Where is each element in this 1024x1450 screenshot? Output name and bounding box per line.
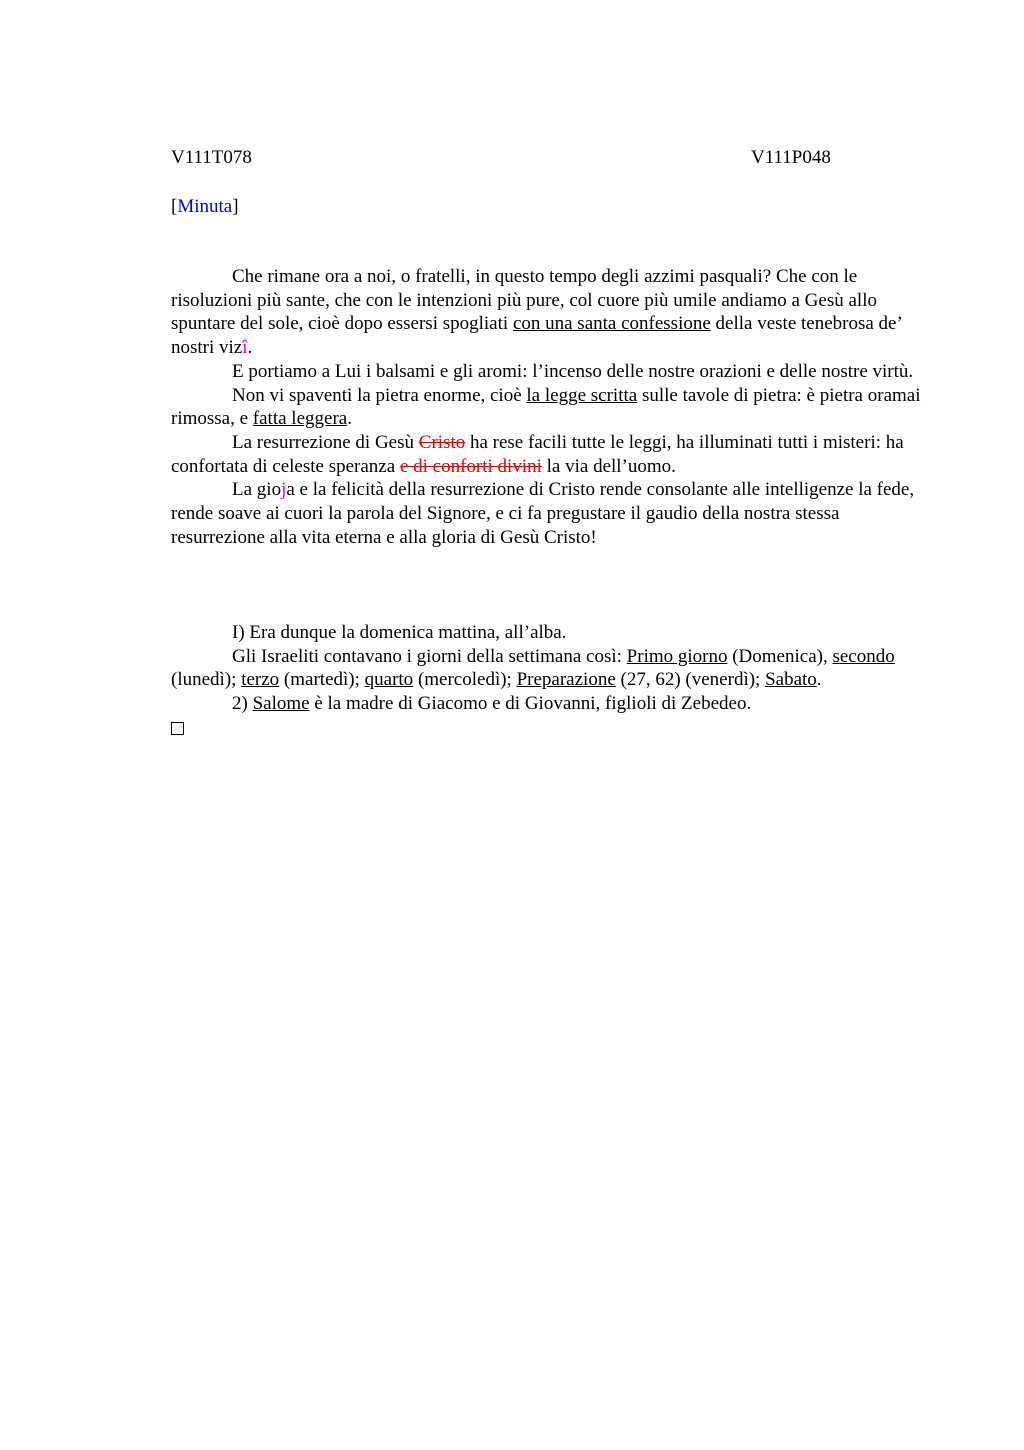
text-segment: . — [247, 337, 253, 359]
underlined-phrase: fatta leggera — [252, 408, 348, 430]
editorial-correction: j — [281, 479, 287, 501]
text-segment: la via dell’uomo. — [541, 455, 676, 477]
underlined-phrase: Salome — [252, 693, 310, 715]
paragraph-2 — [171, 360, 931, 384]
text-segment: Non vi spaventi la pietra enorme, cioè — [232, 384, 527, 406]
underlined-phrase: terzo — [241, 669, 280, 691]
text-segment: della veste tenebrosa de’ nostri viz — [171, 313, 902, 359]
text-segment: (27, 62) (venerdì); — [615, 669, 766, 691]
note-1 — [171, 621, 931, 645]
note-2 — [171, 692, 931, 716]
deleted-text: e di conforti divini — [399, 455, 542, 477]
underlined-phrase: Sabato — [765, 669, 817, 691]
paragraph-1 — [171, 265, 931, 360]
minuta-bracket-close: ] — [232, 196, 239, 217]
text-segment: (martedì); — [279, 669, 365, 691]
underlined-phrase: Preparazione — [516, 669, 616, 691]
notes-section — [171, 621, 931, 742]
document-code-left: V111T078 — [171, 147, 252, 168]
text-segment: . — [347, 408, 352, 430]
text-segment: sulle tavole di pietra: è pietra oramai rimossa, e — [171, 384, 921, 430]
text-segment: è la madre di Giacomo e di Giovanni, figlioli di Zebedeo. — [309, 693, 752, 715]
underlined-phrase: secondo — [832, 645, 895, 667]
text-segment: La resurrezione di Gesù — [232, 431, 419, 453]
minuta-label — [171, 195, 239, 219]
minuta-bracket-open: [ — [171, 196, 178, 217]
text-segment: a e la felicità della resurrezione di Cristo rende consolante alle intelligenze la fede, rende soave ai cuori la parola del Signore, e ci fa pregustare il gaudio della nostra stessa resurrezione alla vita eterna e alla gloria di Gesù Cristo! — [171, 479, 915, 548]
note-days-of-week — [171, 645, 931, 692]
text-segment: I) Era dunque la domenica mattina, all’alba. — [232, 622, 567, 643]
empty-square-icon — [171, 722, 184, 735]
text-segment: 2) — [232, 693, 253, 715]
paragraph-5 — [171, 478, 931, 549]
underlined-phrase: quarto — [364, 669, 414, 691]
text-segment: . — [816, 669, 822, 691]
text-segment: (Domenica), — [727, 645, 833, 667]
document-code-right: V111P048 — [751, 147, 831, 168]
paragraph-4 — [171, 431, 931, 478]
text-segment: (lunedì); — [171, 669, 242, 691]
text-segment: (mercoledì); — [413, 669, 517, 691]
document-header — [171, 146, 931, 170]
underlined-phrase: Primo giorno — [626, 645, 728, 667]
main-text — [171, 265, 931, 549]
text-segment: E portiamo a Lui i balsami e gli aromi: l’incenso delle nostre orazioni e delle nostre virtù. — [232, 360, 914, 382]
minuta-text: Minuta — [177, 196, 233, 217]
underlined-phrase: la legge scritta — [526, 384, 638, 406]
text-segment: Gli Israeliti contavano i giorni della settimana così: — [232, 645, 627, 667]
text-segment: ha rese facili tutte le leggi, ha illuminati tutti i misteri: ha confortata di celeste speranza — [171, 431, 904, 477]
paragraph-3 — [171, 384, 931, 431]
editorial-correction: î — [242, 337, 248, 359]
end-marker — [171, 716, 931, 742]
underlined-phrase: con una santa confessione — [512, 313, 711, 335]
text-segment: Che rimane ora a noi, o fratelli, in questo tempo degli azzimi pasquali? Che con le risoluzioni più sante, che con le intenzioni più pure, col cuore più umile andiamo a Gesù allo spuntare del sole, cioè dopo essersi spogliati — [171, 266, 877, 335]
text-segment: La gio — [232, 479, 282, 501]
deleted-text: Cristo — [418, 431, 466, 453]
